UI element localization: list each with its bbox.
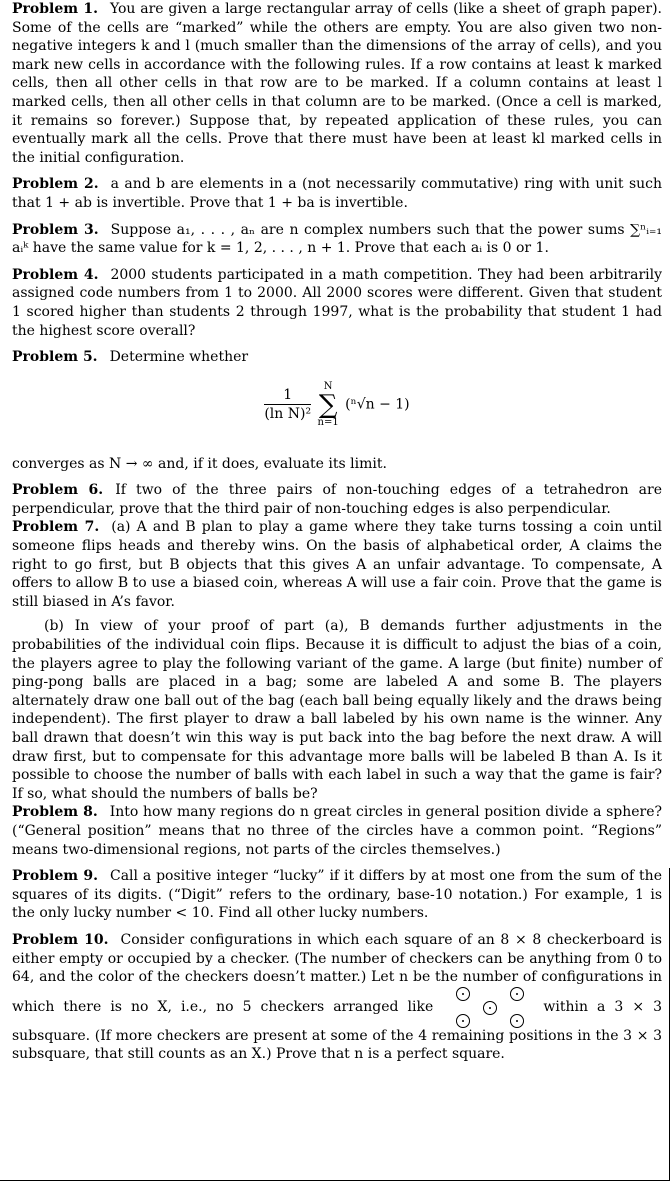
problem-text: Into how many regions do n great circles in general position divide a sphere? (“General position” means that no three of the circles have a common point. “Regions” means two-dimensional regions, not parts of the circles themselves.) xyxy=(12,804,663,858)
problem-label: Problem 7. xyxy=(12,519,100,536)
checker-dot-icon xyxy=(483,1001,497,1015)
problem-5-continued xyxy=(12,455,662,474)
x-pattern-diagram xyxy=(442,987,534,1027)
problem-text-part-a: (a) A and B plan to play a game where they take turns tossing a coin until someone flips heads and thereby wins. On the basis of alphabetical order, A claims the right to go first, but B objects that this gives A an unfair advantage. To compensate, A offers to allow B to use a biased coin, whereas A will use a fair coin. Prove that the game is still biased in A’s favor. xyxy=(12,519,662,610)
problem-text-continued: converges as N → ∞ and, if it does, evaluate its limit. xyxy=(12,455,387,472)
problem-label: Problem 3. xyxy=(12,221,99,238)
problem-7-part-b xyxy=(12,617,662,803)
problem-label: Problem 4. xyxy=(12,266,99,283)
problem-label: Problem 5. xyxy=(12,349,98,366)
checker-dot-icon xyxy=(456,987,470,1001)
power-sum-expression: ∑ⁿᵢ₌₁ aᵢᵏ xyxy=(12,221,663,257)
problem-text-middle: within a 3 × 3 subsquare. xyxy=(12,998,663,1044)
checker-dot-icon xyxy=(456,1014,470,1028)
problem-7 xyxy=(12,518,662,611)
problem-4 xyxy=(12,266,662,340)
problem-text-part-b: (b) In view of your proof of part (a), B demands further adjustments in the probabilities of the individual coin flips. Because it is difficult to adjust the bias of a coin, the players agree to play the following variant of the game. A large (but finite) number of ping-pong balls are placed in a bag; some are labeled A and some B. The players alternately draw one ball out of the bag (each ball being equally likely and the draws being independent). The first player to draw a ball labeled by his own name is the winner. Any ball drawn that doesn’t win this way is put back into the bag before the next draw. A will draw first, but to compensate for this advantage more balls will be labeled B than A. Is it possible to choose the number of balls with each label in such a way that the game is fair? If so, what should the numbers of balls be? xyxy=(12,618,662,802)
problem-text: You are given a large rectangular array of cells (like a sheet of graph paper). Some of the cells are “marked” while the others are empty. You are also given two non-negative integers k and l (much smaller than the dimensions of the array of cells), and you mark new cells in accordance with the following rules. If a row contains at least k marked cells, then all other cells in that row are to be marked. If a column contains at least l marked cells, then all other cells in that column are to be marked. (Once a cell is marked, it remains so forever.) Suppose that, by repeated application of these rules, you can eventually mark all the cells. Prove that there must have been at least kl marked cells in the initial configuration. xyxy=(12,1,662,166)
problem-5 xyxy=(12,348,662,367)
problem-9 xyxy=(12,867,662,923)
checker-dot-icon xyxy=(510,1014,524,1028)
problem-label: Problem 6. xyxy=(12,482,104,499)
frame-border-bottom xyxy=(0,1180,670,1181)
problem-label: Problem 2. xyxy=(12,176,99,193)
problem-text: 2000 students participated in a math competition. They had been arbitrarily assigned code numbers from 1 to 2000. All 2000 scores were different. Given that student 1 scored higher than students 2 through 1997, what is the probability that student 1 had the highest score overall? xyxy=(12,266,663,339)
problem-10 xyxy=(12,931,662,1064)
fraction xyxy=(264,386,311,424)
problem-8 xyxy=(12,803,662,859)
problem-1 xyxy=(12,0,662,167)
frame-border-right xyxy=(669,868,670,1180)
problem-text: Determine whether xyxy=(109,349,249,366)
sum-lower-limit: n=1 xyxy=(317,416,339,428)
problem-text: If two of the three pairs of non-touching edges of a tetrahedron are perpendicular, prove that the third pair of non-touching edges is also perpendicular. xyxy=(12,482,662,517)
problem-sheet xyxy=(12,0,662,1064)
checker-dot-icon xyxy=(510,987,524,1001)
sigma-symbol: ∑ xyxy=(318,389,338,420)
sum-upper-limit: N xyxy=(323,380,333,392)
problem-text: Call a positive integer “lucky” if it differs by at most one from the sum of the squares of its digits. (“Digit” refers to the ordinary, base-10 notation.) For example, 1 is the only lucky number < 10. Find all other lucky numbers. xyxy=(12,868,662,922)
problem-label: Problem 1. xyxy=(12,1,98,17)
summation xyxy=(318,381,339,429)
problem-text-continued: have the same value for k = 1, 2, . . . , n + 1. Prove that each aᵢ is 0 or 1. xyxy=(32,240,549,257)
problem-text-continued: (If more checkers are present at some of the 4 remaining positions in the 3 × 3 subsquare, that still counts as an X.) Prove that n is a perfect square. xyxy=(12,1027,662,1063)
sum-body: (ⁿ√n − 1) xyxy=(345,396,410,413)
problem-label: Problem 8. xyxy=(12,804,98,821)
problem-text: Consider configurations in which each square of an 8 × 8 checkerboard is either empty or occupied by a checker. (The number of checkers can be anything from 0 to 64, and the color of the checkers doesn’t matter.) Let n be the number of configurations in which there is no X, i.e., no 5 checkers arranged like xyxy=(12,931,662,1015)
problem-2 xyxy=(12,175,662,212)
display-formula xyxy=(12,381,662,443)
fraction-denominator: (ln N)² xyxy=(264,406,312,423)
problem-label: Problem 10. xyxy=(12,931,109,948)
fraction-numerator: 1 xyxy=(264,386,311,406)
problem-label: Problem 9. xyxy=(12,868,98,885)
problem-6 xyxy=(12,481,662,518)
problem-text: a and b are elements in a (not necessarily commutative) ring with unit such that 1 + ab is invertible. Prove that 1 + ba is invertible. xyxy=(12,176,663,211)
problem-text: Suppose a₁, . . . , aₙ are n complex numbers such that the power sums xyxy=(110,221,625,238)
problem-3 xyxy=(12,221,662,258)
